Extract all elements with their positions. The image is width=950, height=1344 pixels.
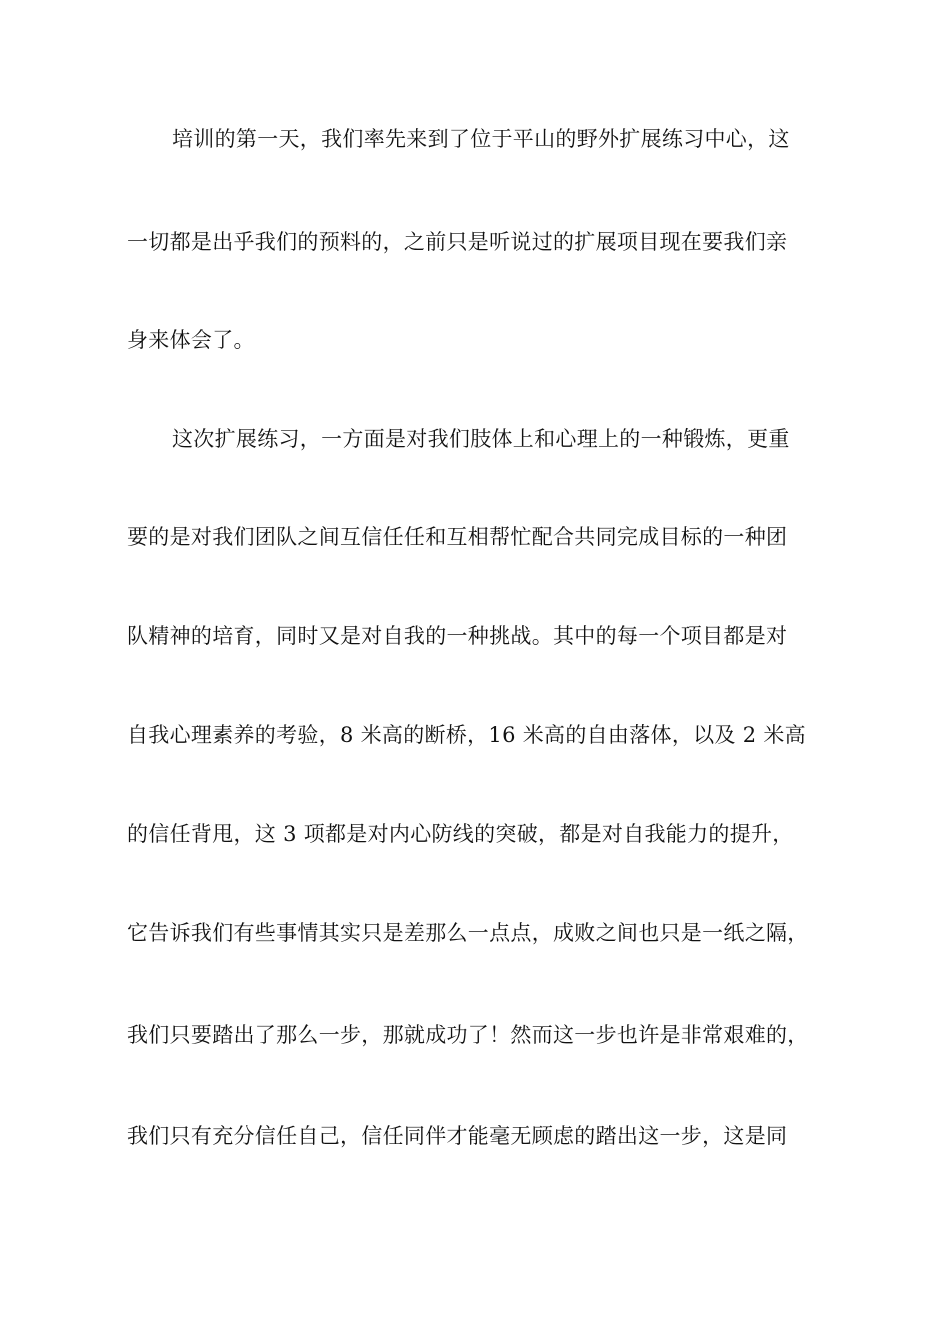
paragraph-1-line-3: 身来体会了。 (127, 328, 255, 352)
paragraph-2-line-1: 这次扩展练习，一方面是对我们肢体上和心理上的一种锻炼，更重 (172, 427, 790, 451)
paragraph-2-line-5: 的信任背甩，这 3 项都是对内心防线的突破，都是对自我能力的提升， (127, 822, 794, 846)
paragraph-1-line-2: 一切都是出乎我们的预料的，之前只是听说过的扩展项目现在要我们亲 (127, 230, 788, 254)
paragraph-2-line-3: 队精神的培育，同时又是对自我的一种挑战。其中的每一个项目都是对 (127, 624, 788, 648)
paragraph-2-line-4: 自我心理素养的考验，8 米高的断桥，16 米高的自由落体，以及 2 米高 (127, 723, 806, 747)
paragraph-2-line-6: 它告诉我们有些事情其实只是差那么一点点，成败之间也只是一纸之隔， (127, 921, 809, 945)
paragraph-2-line-8: 我们只有充分信任自己，信任同伴才能毫无顾虑的踏出这一步，这是同 (127, 1124, 788, 1148)
paragraph-2-line-7: 我们只要踏出了那么一步，那就成功了！然而这一步也许是非常艰难的， (127, 1023, 809, 1047)
paragraph-2-line-2: 要的是对我们团队之间互信任任和互相帮忙配合共同完成目标的一种团 (127, 525, 788, 549)
paragraph-1-line-1: 培训的第一天，我们率先来到了位于平山的野外扩展练习中心，这 (172, 127, 790, 151)
